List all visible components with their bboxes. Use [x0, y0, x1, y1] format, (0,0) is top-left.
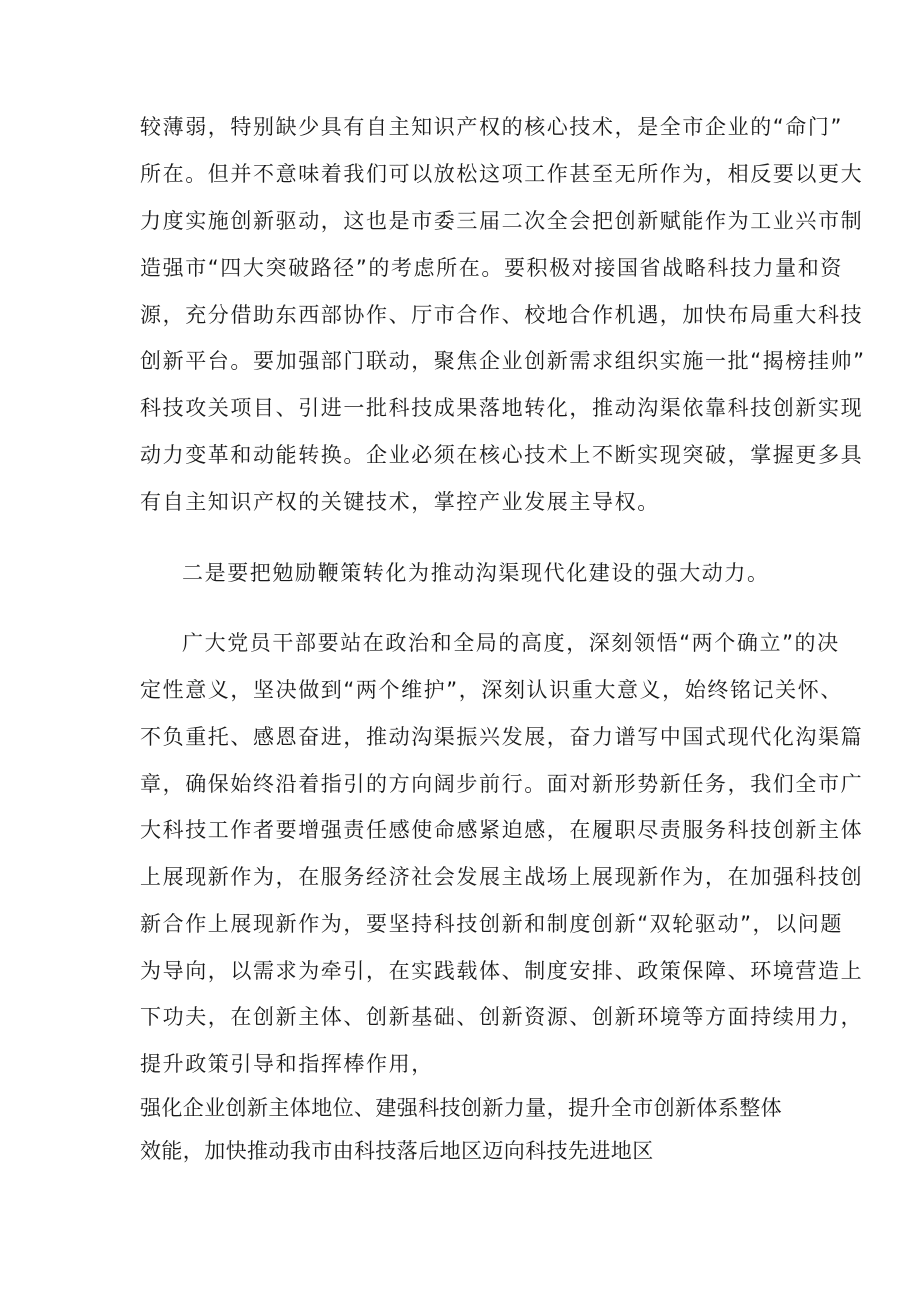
paragraph-1-line-1: 较薄弱，特别缺少具有自主知识产权的核心技术，是全市企业的“命门”: [140, 115, 843, 139]
paragraph-2-line-10: 提升政策引导和指挥棒作用，: [140, 1052, 434, 1076]
paragraph-1-line-9: 有自主知识产权的关键技术，掌控产业发展主导权。: [140, 490, 660, 514]
paragraph-1-line-8: 动力变革和动能转换。企业必须在核心技术上不断实现突破，掌握更多具: [140, 443, 864, 467]
paragraph-2-line-2: 定性意义，坚决做到“两个维护”，深刻认识重大意义，始终铭记关怀、: [140, 678, 843, 702]
paragraph-2-line-5: 大科技工作者要增强责任感使命感紧迫感，在履职尽责服务科技创新主体: [140, 818, 864, 842]
paragraph-3-line-1: 强化企业创新主体地位、建强科技创新力量，提升全市创新体系整体: [140, 1096, 782, 1120]
paragraph-1-line-2: 所在。但并不意味着我们可以放松这项工作甚至无所作为，相反要以更大: [140, 162, 864, 186]
paragraph-1-line-6: 创新平台。要加强部门联动，聚焦企业创新需求组织实施一批“揭榜挂帅”: [140, 349, 866, 373]
paragraph-3-line-2: 效能，加快推动我市由科技落后地区迈向科技先进地区: [140, 1139, 654, 1163]
paragraph-2-line-7: 新合作上展现新作为，要坚持科技创新和制度创新“双轮驱动”，以问题: [140, 912, 843, 936]
paragraph-2-line-3: 不负重托、感恩奋进，推动沟渠振兴发展，奋力谱写中国式现代化沟渠篇: [140, 725, 864, 749]
paragraph-1-line-7: 科技攻关项目、引进一批科技成果落地转化，推动沟渠依靠科技创新实现: [140, 396, 864, 420]
paragraph-1-line-5: 源，充分借助东西部协作、厅市合作、校地合作机遇，加快布局重大科技: [140, 303, 864, 327]
paragraph-1-line-4: 造强市“四大突破路径”的考虑所在。要积极对接国省战略科技力量和资: [140, 256, 843, 280]
paragraph-2-line-6: 上展现新作为，在服务经济社会发展主战场上展现新作为，在加强科技创: [140, 865, 864, 889]
paragraph-2-line-4: 章，确保始终沿着指引的方向阔步前行。面对新形势新任务，我们全市广: [140, 772, 864, 796]
section-heading: 二是要把勉励鞭策转化为推动沟渠现代化建设的强大动力。: [182, 561, 770, 585]
paragraph-2-line-9: 下功夫，在创新主体、创新基础、创新资源、创新环境等方面持续用力，: [140, 1005, 864, 1029]
paragraph-1-line-3: 力度实施创新驱动，这也是市委三届二次全会把创新赋能作为工业兴市制: [140, 209, 864, 233]
paragraph-2-line-1: 广大党员干部要站在政治和全局的高度，深刻领悟“两个确立”的决: [182, 631, 840, 655]
paragraph-2-line-8: 为导向，以需求为牵引，在实践载体、制度安排、政策保障、环境营造上: [140, 959, 864, 983]
